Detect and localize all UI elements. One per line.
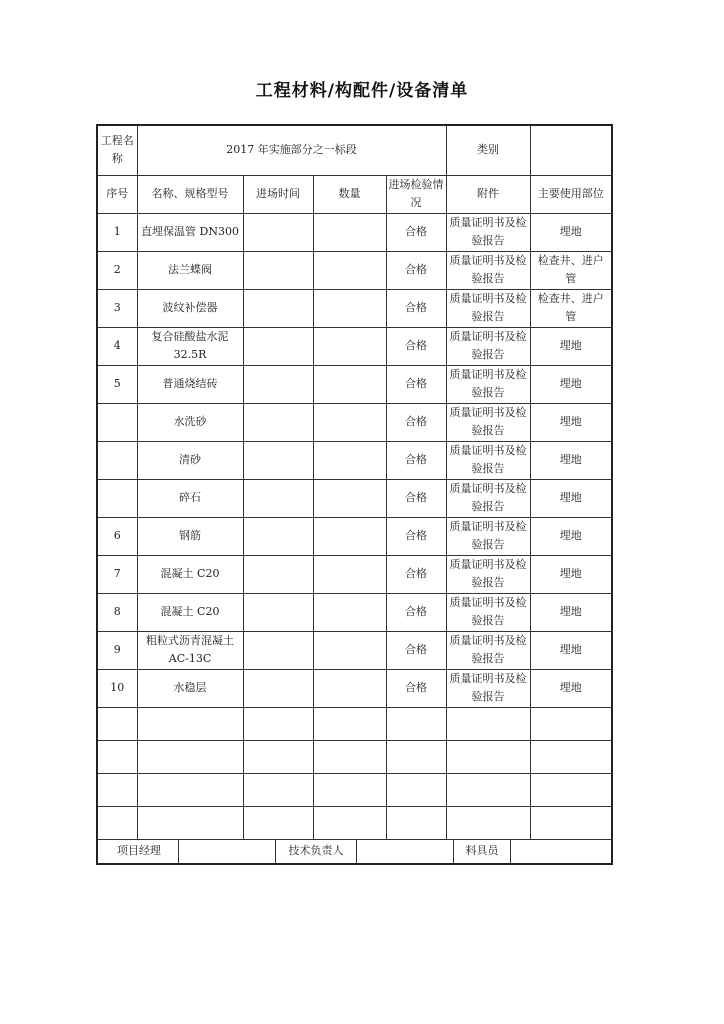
cell-time (243, 327, 313, 365)
cell-attachment: 质量证明书及检验报告 (446, 669, 530, 707)
cell-inspection: 合格 (386, 289, 446, 327)
cell-name: 法兰蝶阀 (137, 251, 243, 289)
page-title: 工程材料/构配件/设备清单 (255, 81, 469, 101)
cell-name: 直埋保温管 DN300 (137, 213, 243, 251)
cell-attachment: 质量证明书及检验报告 (446, 593, 530, 631)
cell-name: 波纹补偿器 (137, 289, 243, 327)
col-header-name: 名称、规格型号 (137, 175, 243, 213)
cell-no: 10 (97, 669, 137, 707)
cell-location: 检查井、进户管 (530, 289, 612, 327)
cell-no (97, 403, 137, 441)
cell-location: 埋地 (530, 593, 612, 631)
empty-cell (530, 707, 612, 740)
cell-inspection: 合格 (386, 251, 446, 289)
table-row (97, 251, 612, 289)
column-header-row (97, 175, 612, 213)
project-name-label: 工程名称 (97, 125, 137, 175)
cell-time (243, 593, 313, 631)
empty-cell (446, 773, 530, 806)
cell-location: 埋地 (530, 555, 612, 593)
cell-attachment: 质量证明书及检验报告 (446, 403, 530, 441)
empty-cell (97, 707, 137, 740)
table-row (97, 289, 612, 327)
cell-attachment: 质量证明书及检验报告 (446, 289, 530, 327)
cell-attachment: 质量证明书及检验报告 (446, 555, 530, 593)
cell-name: 清砂 (137, 441, 243, 479)
material-clerk-signature (511, 840, 609, 863)
cell-name: 钢筋 (137, 517, 243, 555)
cell-no (97, 441, 137, 479)
cell-qty (313, 479, 386, 517)
empty-cell (386, 773, 446, 806)
cell-attachment: 质量证明书及检验报告 (446, 631, 530, 669)
category-value (530, 125, 612, 175)
cell-no: 9 (97, 631, 137, 669)
col-header-qty: 数量 (313, 175, 386, 213)
cell-no (97, 479, 137, 517)
cell-qty (313, 365, 386, 403)
empty-cell (313, 806, 386, 839)
col-header-location: 主要使用部位 (530, 175, 612, 213)
cell-inspection: 合格 (386, 517, 446, 555)
empty-cell (446, 707, 530, 740)
table-row (97, 213, 612, 251)
col-header-time: 进场时间 (243, 175, 313, 213)
table-row (97, 479, 612, 517)
empty-row (97, 740, 612, 773)
cell-name: 混凝土 C20 (137, 593, 243, 631)
cell-no: 2 (97, 251, 137, 289)
empty-cell (137, 740, 243, 773)
category-label: 类别 (446, 125, 530, 175)
cell-time (243, 631, 313, 669)
signature-cell (97, 839, 612, 864)
cell-inspection: 合格 (386, 327, 446, 365)
cell-time (243, 479, 313, 517)
cell-name: 混凝土 C20 (137, 555, 243, 593)
cell-attachment: 质量证明书及检验报告 (446, 327, 530, 365)
cell-location: 埋地 (530, 479, 612, 517)
cell-location: 埋地 (530, 631, 612, 669)
cell-no: 3 (97, 289, 137, 327)
empty-cell (243, 740, 313, 773)
cell-qty (313, 669, 386, 707)
cell-qty (313, 593, 386, 631)
col-header-inspection: 进场检验情况 (386, 175, 446, 213)
cell-inspection: 合格 (386, 403, 446, 441)
cell-inspection: 合格 (386, 555, 446, 593)
cell-inspection: 合格 (386, 441, 446, 479)
cell-inspection: 合格 (386, 479, 446, 517)
tech-lead-label: 技术负责人 (276, 840, 357, 863)
empty-row (97, 707, 612, 740)
table-row (97, 669, 612, 707)
manager-signature (179, 840, 276, 863)
cell-name: 水稳层 (137, 669, 243, 707)
cell-attachment: 质量证明书及检验报告 (446, 213, 530, 251)
cell-time (243, 555, 313, 593)
cell-qty (313, 251, 386, 289)
cell-name: 粗粒式沥青混凝土 AC-13C (137, 631, 243, 669)
cell-location: 埋地 (530, 213, 612, 251)
cell-qty (313, 517, 386, 555)
materials-table (96, 124, 613, 865)
empty-cell (137, 707, 243, 740)
cell-no: 4 (97, 327, 137, 365)
signature-bar (100, 840, 609, 863)
cell-time (243, 403, 313, 441)
manager-label: 项目经理 (100, 840, 179, 863)
cell-no: 1 (97, 213, 137, 251)
cell-qty (313, 289, 386, 327)
cell-inspection: 合格 (386, 631, 446, 669)
empty-cell (243, 806, 313, 839)
empty-cell (446, 806, 530, 839)
cell-time (243, 669, 313, 707)
col-header-no: 序号 (97, 175, 137, 213)
cell-inspection: 合格 (386, 365, 446, 403)
cell-no: 7 (97, 555, 137, 593)
empty-cell (313, 773, 386, 806)
empty-cell (313, 740, 386, 773)
empty-cell (313, 707, 386, 740)
cell-qty (313, 631, 386, 669)
empty-cell (530, 773, 612, 806)
cell-attachment: 质量证明书及检验报告 (446, 251, 530, 289)
cell-inspection: 合格 (386, 593, 446, 631)
cell-attachment: 质量证明书及检验报告 (446, 365, 530, 403)
cell-location: 埋地 (530, 403, 612, 441)
empty-cell (386, 806, 446, 839)
empty-row (97, 773, 612, 806)
table-row (97, 593, 612, 631)
material-clerk-label: 料具员 (454, 840, 511, 863)
cell-attachment: 质量证明书及检验报告 (446, 441, 530, 479)
cell-location: 检查井、进户管 (530, 251, 612, 289)
cell-qty (313, 555, 386, 593)
empty-cell (137, 806, 243, 839)
table-row (97, 631, 612, 669)
empty-cell (97, 740, 137, 773)
header-row (97, 125, 612, 175)
cell-location: 埋地 (530, 669, 612, 707)
cell-name: 复合硅酸盐水泥 32.5R (137, 327, 243, 365)
project-name-value: 2017 年实施部分之一标段 (137, 125, 446, 175)
table-row (97, 517, 612, 555)
cell-qty (313, 213, 386, 251)
empty-cell (243, 773, 313, 806)
cell-no: 6 (97, 517, 137, 555)
empty-cell (97, 806, 137, 839)
cell-attachment: 质量证明书及检验报告 (446, 479, 530, 517)
table-row (97, 441, 612, 479)
signature-row (97, 839, 612, 864)
empty-cell (446, 740, 530, 773)
cell-qty (313, 403, 386, 441)
cell-time (243, 251, 313, 289)
table-row (97, 327, 612, 365)
cell-location: 埋地 (530, 327, 612, 365)
cell-qty (313, 327, 386, 365)
cell-time (243, 365, 313, 403)
cell-time (243, 441, 313, 479)
cell-time (243, 517, 313, 555)
col-header-attachment: 附件 (446, 175, 530, 213)
cell-location: 埋地 (530, 517, 612, 555)
cell-location: 埋地 (530, 365, 612, 403)
cell-attachment: 质量证明书及检验报告 (446, 517, 530, 555)
cell-qty (313, 441, 386, 479)
cell-name: 碎石 (137, 479, 243, 517)
table-row (97, 555, 612, 593)
cell-name: 普通烧结砖 (137, 365, 243, 403)
cell-time (243, 289, 313, 327)
cell-time (243, 213, 313, 251)
empty-cell (386, 707, 446, 740)
empty-cell (243, 707, 313, 740)
empty-cell (386, 740, 446, 773)
cell-name: 水洗砂 (137, 403, 243, 441)
empty-cell (137, 773, 243, 806)
cell-no: 8 (97, 593, 137, 631)
empty-row (97, 806, 612, 839)
table-row (97, 365, 612, 403)
empty-cell (530, 740, 612, 773)
cell-no: 5 (97, 365, 137, 403)
tech-lead-signature (357, 840, 454, 863)
cell-inspection: 合格 (386, 669, 446, 707)
empty-cell (97, 773, 137, 806)
empty-cell (530, 806, 612, 839)
table-row (97, 403, 612, 441)
cell-inspection: 合格 (386, 213, 446, 251)
cell-location: 埋地 (530, 441, 612, 479)
